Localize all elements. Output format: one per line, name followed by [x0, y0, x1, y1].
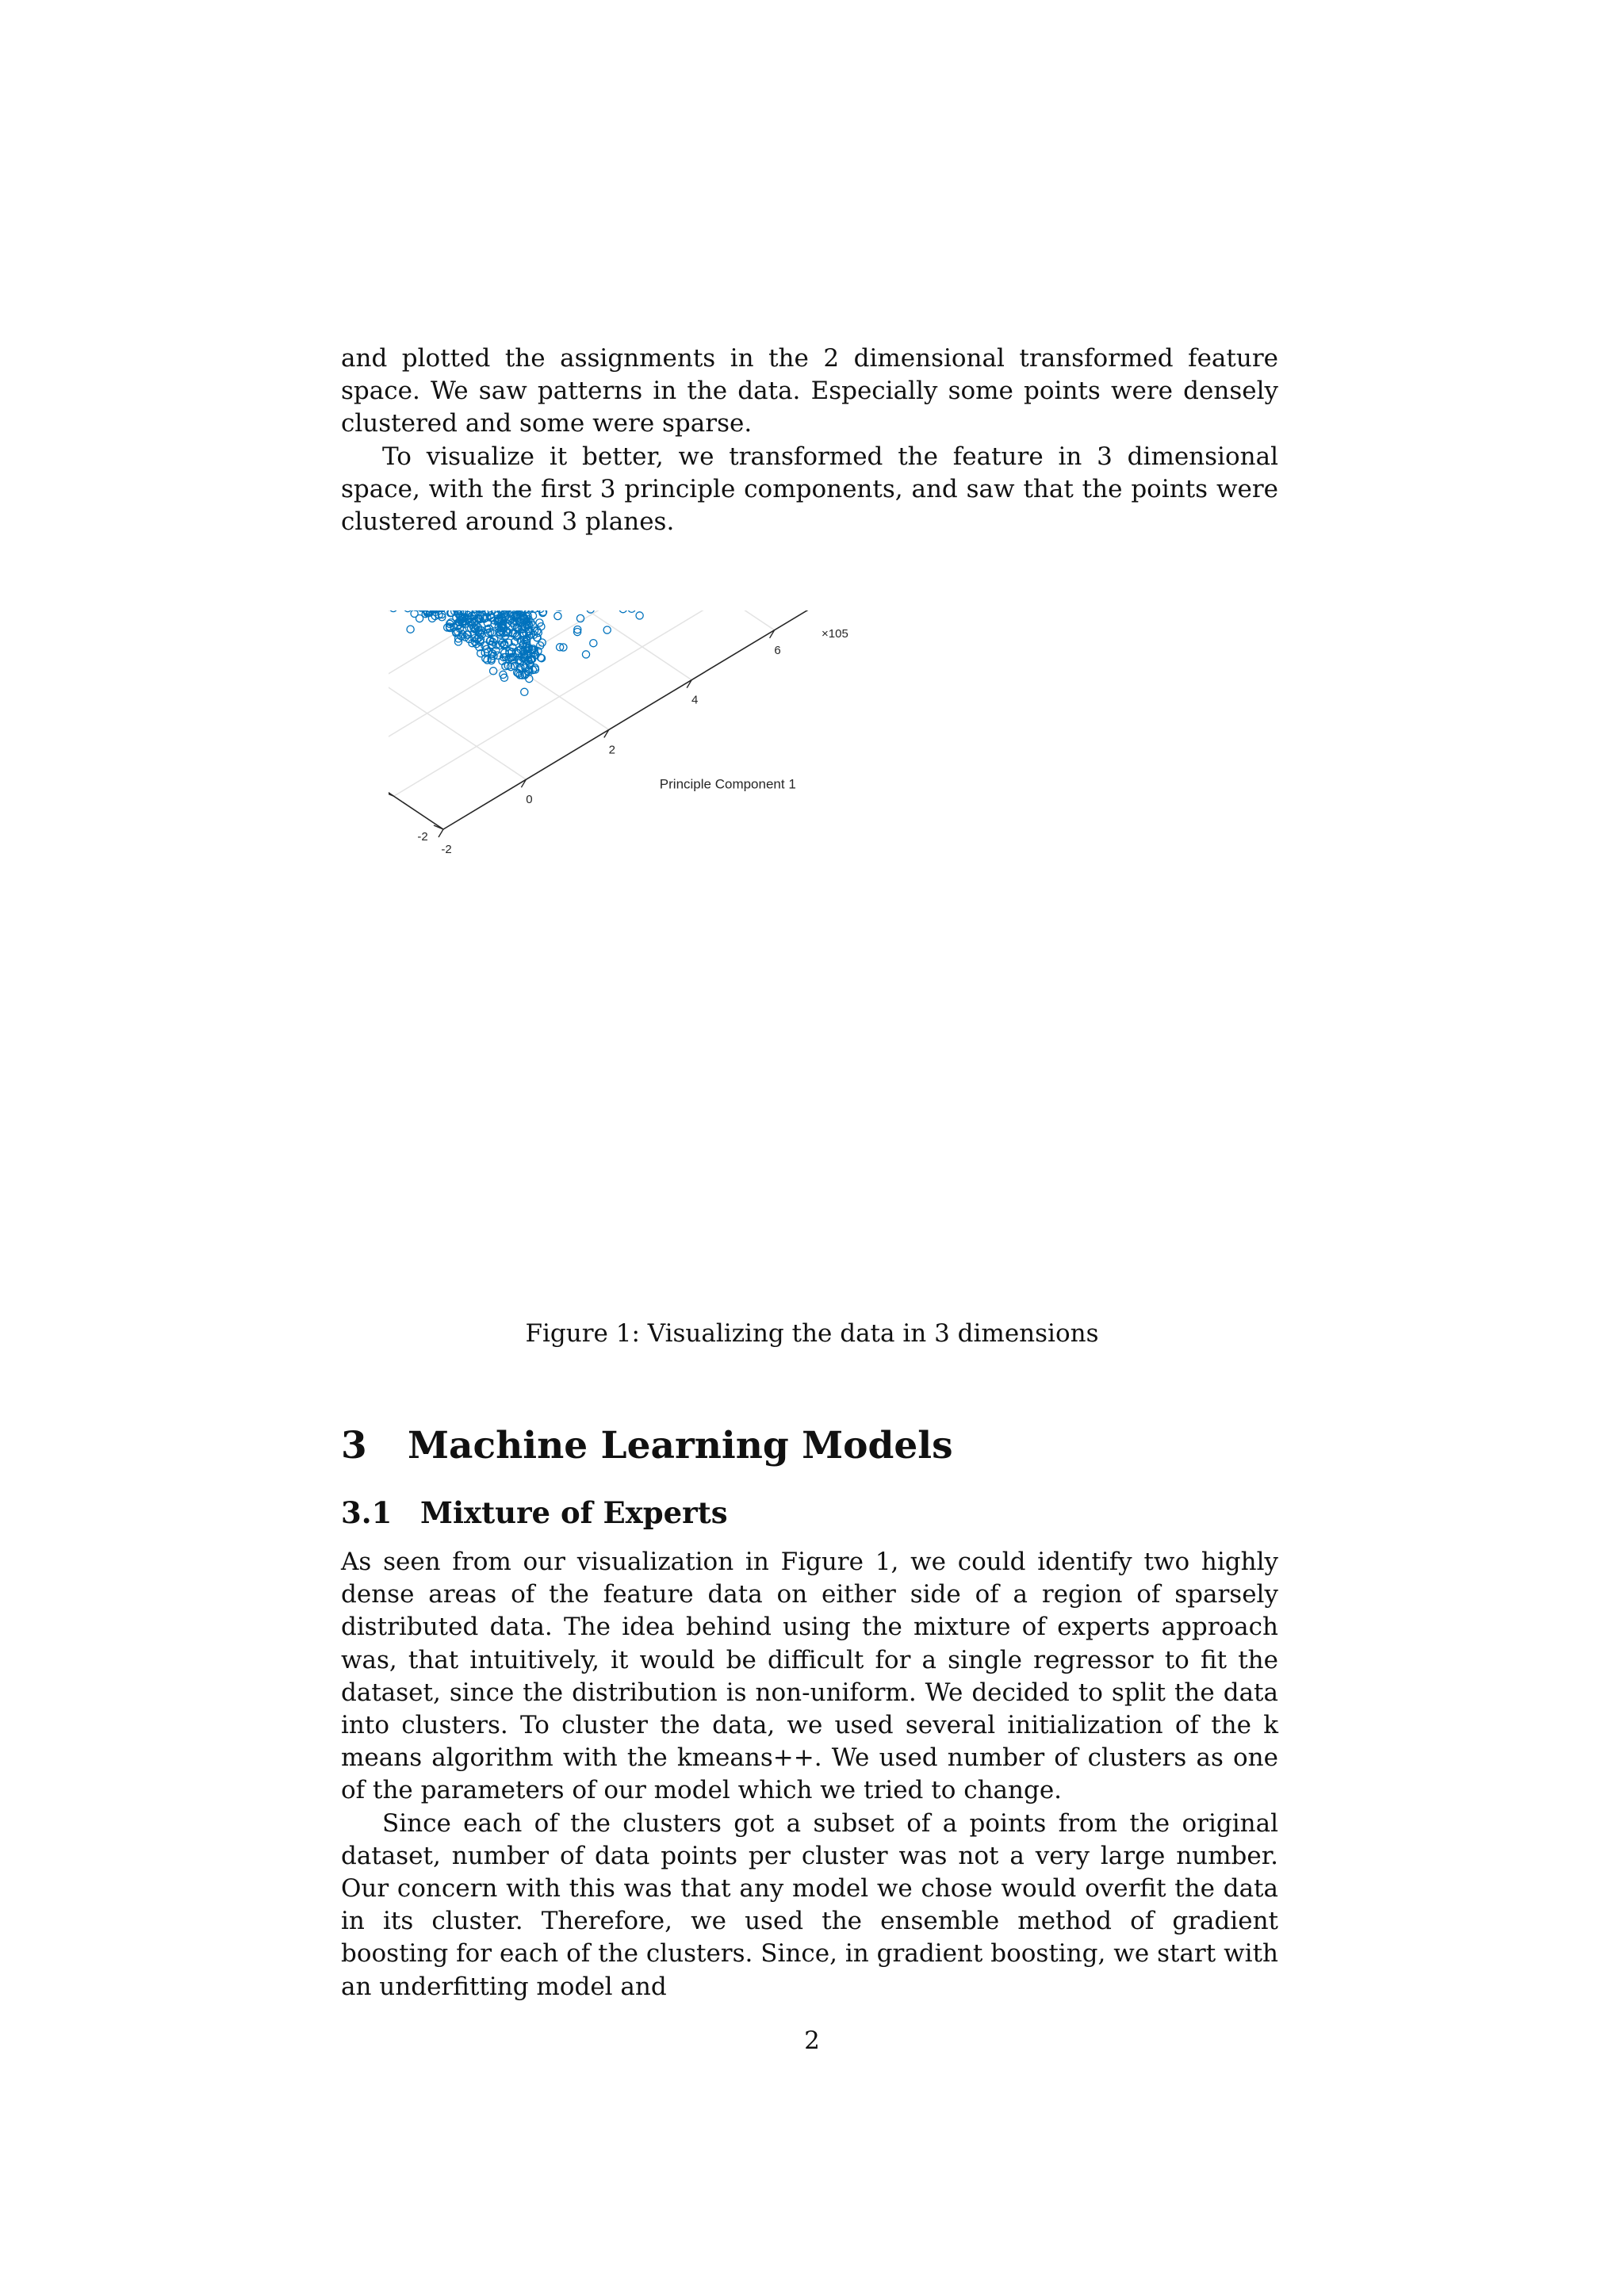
- intro-text: [341, 342, 1278, 538]
- grid-lines: [389, 610, 857, 829]
- grid-line: [389, 610, 758, 763]
- grid-line: [394, 610, 808, 796]
- scatter-plot-3d: [389, 610, 1261, 1221]
- figure-3d-scatter: [389, 610, 1261, 1221]
- scatter-point: [411, 610, 418, 618]
- intro-paragraph-1: and plotted the assignments in the 2 dimensional transformed feature space. We saw patterns in the data. Especially some points were densely clustered and some were sparse.: [341, 344, 1278, 438]
- grid-line: [389, 610, 709, 730]
- scatter-points: [389, 610, 795, 695]
- intro-paragraph-2: To visualize it better, we transformed the feature in 3 dimensional space, with the first 3 principle components, and saw that the points were clustered around 3 planes.: [341, 442, 1278, 537]
- scatter-point: [404, 610, 412, 612]
